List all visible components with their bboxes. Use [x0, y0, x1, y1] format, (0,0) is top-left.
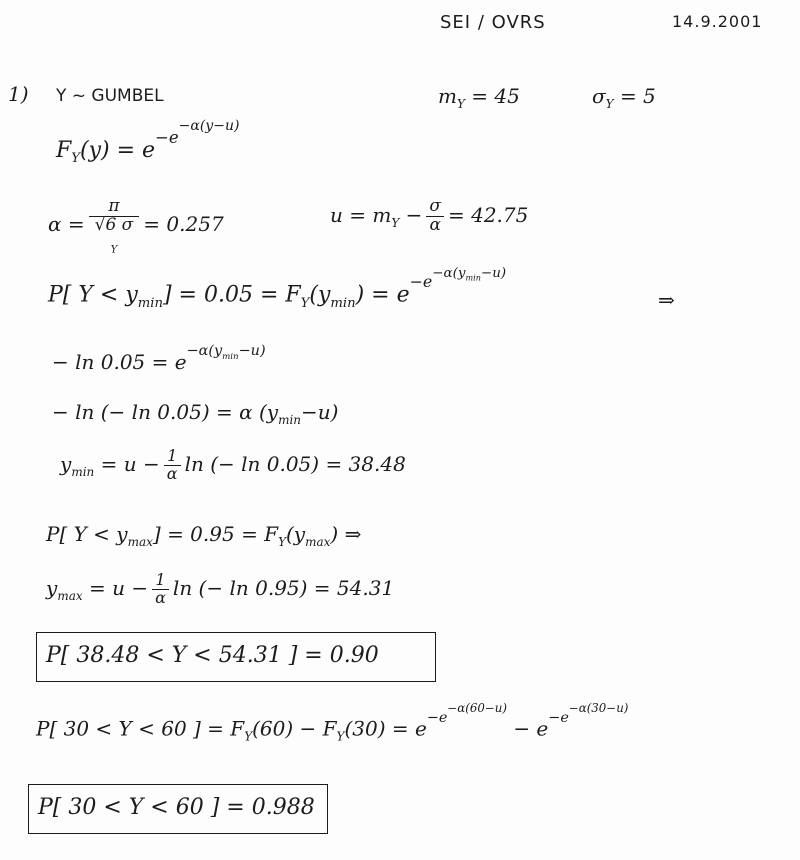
problem-number: 1): [8, 82, 29, 106]
prob-ymin-equation: P[ $Y < y_{min}] = 0.05 = F_Y(y_{min}) = e^{-e^{-\alpha(y_{min}-u)}}$: [48, 266, 507, 311]
prob-30-60-result: P[ 30 < Y < 60 ] = 0.988: [38, 795, 315, 820]
cdf-formula: $F_Y(y) = e^{-e^{-\alpha(y-u)}}$: [56, 118, 240, 167]
interval-probability: P[ 38.48 < Y < 54.31 ] = 0.90: [46, 643, 379, 668]
mean-value: $m_Y = 45$: [438, 84, 520, 111]
ymin-result: $y_{min} = u$ − $\frac{1}{\alpha}$ ln (− ln 0.05) = 38.48: [60, 446, 406, 483]
sigma-value: $\sigma_Y = 5$: [592, 84, 656, 111]
ymax-result: $y_{max} = u$ − $\frac{1}{\alpha}$ ln (− ln 0.95) = 54.31: [46, 570, 395, 607]
step-double-ln-equation: − ln (− ln 0.05) = α $(y_{min}-u)$: [52, 400, 339, 427]
alpha-formula: α = π √6 σ $_Y$ = 0.257: [48, 196, 224, 256]
course-header: SEI / OVRS: [440, 12, 546, 33]
prob-30-60-equation: P[ 30 < Y < 60 ] = $F_Y(60) - F_Y(30) = e^{-e^{-\alpha(60-u)}} - e^{-e^{-\alpha(30-u)}}$: [36, 701, 629, 744]
distribution-label: Y ~ GUMBEL: [56, 86, 164, 106]
date-header: 14.9.2001: [672, 12, 763, 31]
implies-arrow-1: ⇒: [658, 288, 675, 312]
prob-ymax-equation: P[ $Y < y_{max}] = 0.95 = F_Y(y_{max})$ ⇒: [46, 522, 362, 549]
u-formula: $u = m_Y$ − $\frac{\sigma}{\alpha}$ = 42.75: [330, 196, 529, 235]
step-ln-equation: − $\ln 0.05 = e^{-\alpha(y_{min}-u)}$: [52, 343, 266, 374]
